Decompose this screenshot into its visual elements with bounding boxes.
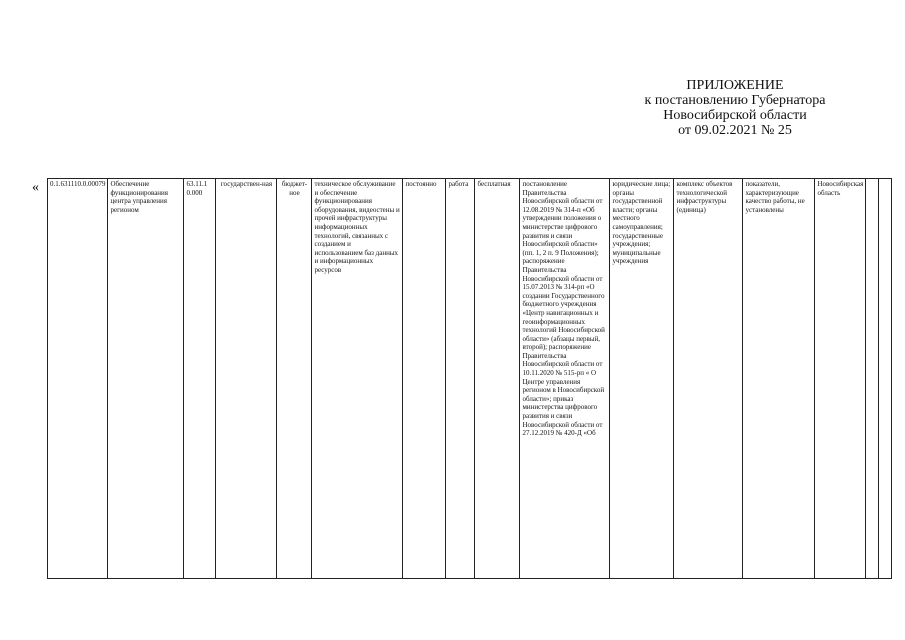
cell-empty-1 [866, 179, 879, 579]
cell-periodicity: постоянно [403, 179, 446, 579]
table-row [48, 179, 892, 579]
cell-consumers: юридические лица; органы государственной власти; органы местного самоуправления; государственные учреждения; муниципальные учреждения [610, 179, 674, 579]
cell-registry-code: 0.1.631110.0.00079 [48, 179, 108, 579]
appendix-header [600, 78, 870, 138]
cell-payment-type: бесплатная [475, 179, 520, 579]
cell-work-content: техническое обслуживание и обеспечение функционирования оборудования, видеостены и прочей инфраструктуры информационных технологий, связанных с созданием и использованием баз данных и информационных ресурсов [312, 179, 403, 579]
services-table [47, 178, 892, 579]
cell-service-kind: работа [446, 179, 475, 579]
cell-region: Новосибирская область [815, 179, 866, 579]
appendix-line-date-number: от 09.02.2021 № 25 [678, 123, 792, 138]
opening-quote-mark: « [32, 180, 39, 195]
cell-institution-type: бюджет-ное [277, 179, 312, 579]
cell-volume-indicators: комплекс объектов технологической инфраструктуры (единица) [674, 179, 743, 579]
cell-quality-indicators: показатели, характеризующие качество работы, не установлены [743, 179, 815, 579]
cell-service-name: Обеспечение функционирования центра управления регионом [108, 179, 184, 579]
appendix-line-decree: к постановлению Губернатора [644, 93, 826, 108]
cell-legal-basis: постановление Правительства Новосибирской области от 12.08.2019 № 314-п «Об утверждении положения о министерстве цифрового развития и связи Новосибирской области» (пп. 1, 2 п. 9 Положения); распоряжение Правительства Новосибирской области от 15.07.2013 № 314-рп «О создании Государственного бюджетного учреждения «Центр навигационных и геоинформационных технологий Новосибирской области» (абзацы первый, второй); распоряжение Правительства Новосибирской области от 10.11.2020 № 515-рп « О Центре управления регионом в Новосибирской области»; приказ министерства цифрового развития и связи Новосибирской области от 27.12.2019 № 420-Д «Об [520, 179, 610, 579]
cell-okved-code: 63.11.1 0.000 [184, 179, 216, 579]
appendix-line-region: Новосибирской области [663, 108, 807, 123]
cell-ownership-type: государствен-ная [216, 179, 277, 579]
cell-empty-2 [879, 179, 892, 579]
appendix-title: ПРИЛОЖЕНИЕ [686, 78, 784, 93]
